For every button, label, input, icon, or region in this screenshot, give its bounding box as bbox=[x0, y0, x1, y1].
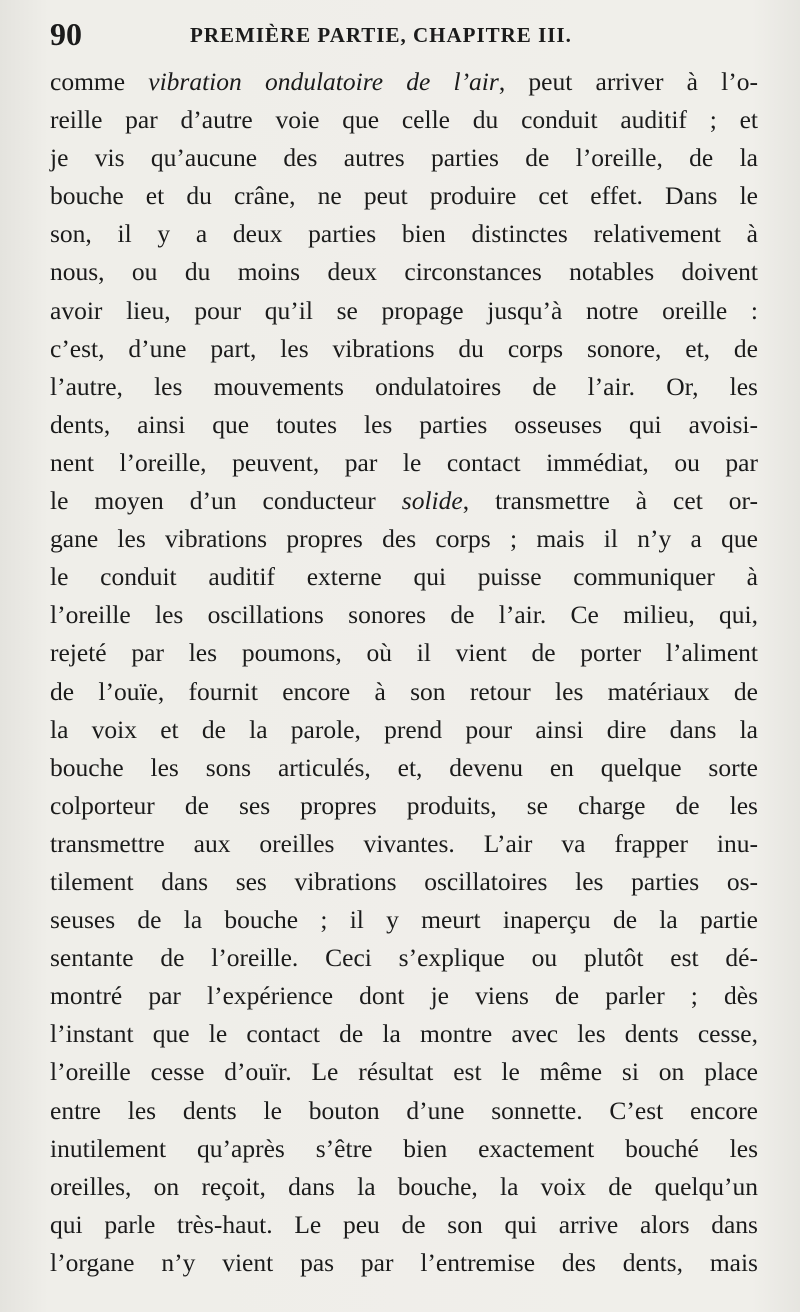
text-segment: tilement dans ses vibrations oscillatoires les parties os- bbox=[50, 866, 758, 896]
text-line bbox=[50, 63, 758, 101]
text-segment: colporteur de ses propres produits, se charge de les bbox=[50, 790, 758, 820]
text-segment: l’oreille cesse d’ouïr. Le résultat est le même si on place bbox=[50, 1057, 758, 1087]
text-segment: montré par l’expérience dont je viens de parler ; dès bbox=[50, 981, 758, 1011]
italic-text: solide bbox=[401, 486, 463, 516]
text-line bbox=[50, 1244, 758, 1282]
text-segment: bouche les sons articulés, et, devenu en quelque sorte bbox=[50, 752, 758, 782]
text-segment: reille par d’autre voie que celle du conduit auditif ; et bbox=[50, 105, 758, 135]
text-line bbox=[50, 253, 758, 291]
text-segment: gane les vibrations propres des corps ; mais il n’y a que bbox=[50, 524, 758, 554]
text-line bbox=[50, 368, 758, 406]
text-segment: la voix et de la parole, prend pour ainsi dire dans la bbox=[50, 714, 758, 744]
text-line bbox=[50, 711, 758, 749]
text-line bbox=[50, 787, 758, 825]
text-segment: inutilement qu’après s’être bien exactement bouché les bbox=[50, 1133, 758, 1163]
text-segment: seuses de la bouche ; il y meurt inaperçu de la partie bbox=[50, 905, 758, 935]
text-line bbox=[50, 215, 758, 253]
text-line bbox=[50, 596, 758, 634]
text-line bbox=[50, 1168, 758, 1206]
text-segment: transmettre aux oreilles vivantes. L’air va frapper inu- bbox=[50, 828, 758, 858]
text-segment: avoir lieu, pour qu’il se propage jusqu’à notre oreille : bbox=[50, 295, 758, 325]
text-segment: le moyen d’un conducteur bbox=[50, 486, 402, 516]
text-line bbox=[50, 1053, 758, 1091]
italic-text: vibration ondulatoire de l’air bbox=[148, 67, 499, 96]
text-segment: l’autre, les mouvements ondulatoires de l’air. Or, les bbox=[50, 371, 758, 401]
text-segment: de l’ouïe, fournit encore à son retour les matériaux de bbox=[50, 676, 758, 706]
text-line bbox=[50, 292, 758, 330]
text-line bbox=[50, 901, 758, 939]
text-line bbox=[50, 939, 758, 977]
text-line bbox=[50, 825, 758, 863]
text-segment: oreilles, on reçoit, dans la bouche, la voix de quelqu’un bbox=[50, 1171, 758, 1201]
text-segment: qui parle très-haut. Le peu de son qui arrive alors dans bbox=[50, 1209, 758, 1239]
text-segment: nent l’oreille, peuvent, par le contact immédiat, ou par bbox=[50, 447, 758, 477]
text-line bbox=[50, 1130, 758, 1168]
text-segment: dents, ainsi que toutes les parties osseuses qui avoisi- bbox=[50, 409, 758, 439]
text-line bbox=[50, 330, 758, 368]
text-line bbox=[50, 406, 758, 444]
text-segment: entre les dents le bouton d’une sonnette. C’est encore bbox=[50, 1095, 758, 1125]
page-number: 90 bbox=[50, 16, 82, 52]
text-line bbox=[50, 1206, 758, 1244]
text-line bbox=[50, 444, 758, 482]
text-line bbox=[50, 558, 758, 596]
text-segment: l’organe n’y vient pas par l’entremise des dents, mais bbox=[50, 1247, 758, 1277]
text-line bbox=[50, 520, 758, 558]
text-segment: l’oreille les oscillations sonores de l’air. Ce milieu, qui, bbox=[50, 600, 758, 630]
text-segment: , transmettre à cet or- bbox=[462, 486, 758, 516]
text-segment: son, il y a deux parties bien distinctes relativement à bbox=[50, 219, 758, 249]
text-line bbox=[50, 673, 758, 711]
running-head bbox=[50, 12, 750, 56]
text-segment: l’instant que le contact de la montre avec les dents cesse, bbox=[50, 1019, 758, 1049]
text-segment: nous, ou du moins deux circonstances notables doivent bbox=[50, 257, 758, 287]
text-line bbox=[50, 482, 758, 520]
text-segment: c’est, d’une part, les vibrations du corps sonore, et, de bbox=[50, 333, 758, 363]
text-line bbox=[50, 863, 758, 901]
text-line bbox=[50, 1015, 758, 1053]
text-line bbox=[50, 139, 758, 177]
text-segment: je vis qu’aucune des autres parties de l’oreille, de la bbox=[50, 143, 758, 173]
text-segment: sentante de l’oreille. Ceci s’explique ou plutôt est dé- bbox=[50, 943, 758, 973]
text-segment: comme bbox=[50, 67, 149, 96]
text-line bbox=[50, 1092, 758, 1130]
running-head-title: PREMIÈRE PARTIE, CHAPITRE III. bbox=[190, 23, 572, 47]
text-segment: , peut arriver à l’o- bbox=[498, 67, 758, 96]
text-segment: le conduit auditif externe qui puisse communiquer à bbox=[50, 562, 758, 592]
text-segment: rejeté par les poumons, où il vient de porter l’aliment bbox=[50, 638, 758, 668]
text-line bbox=[50, 177, 758, 215]
text-line bbox=[50, 749, 758, 787]
text-line bbox=[50, 101, 758, 139]
text-line bbox=[50, 977, 758, 1015]
text-segment: bouche et du crâne, ne peut produire cet effet. Dans le bbox=[50, 181, 758, 211]
body-text bbox=[50, 63, 758, 1282]
text-line bbox=[50, 634, 758, 672]
